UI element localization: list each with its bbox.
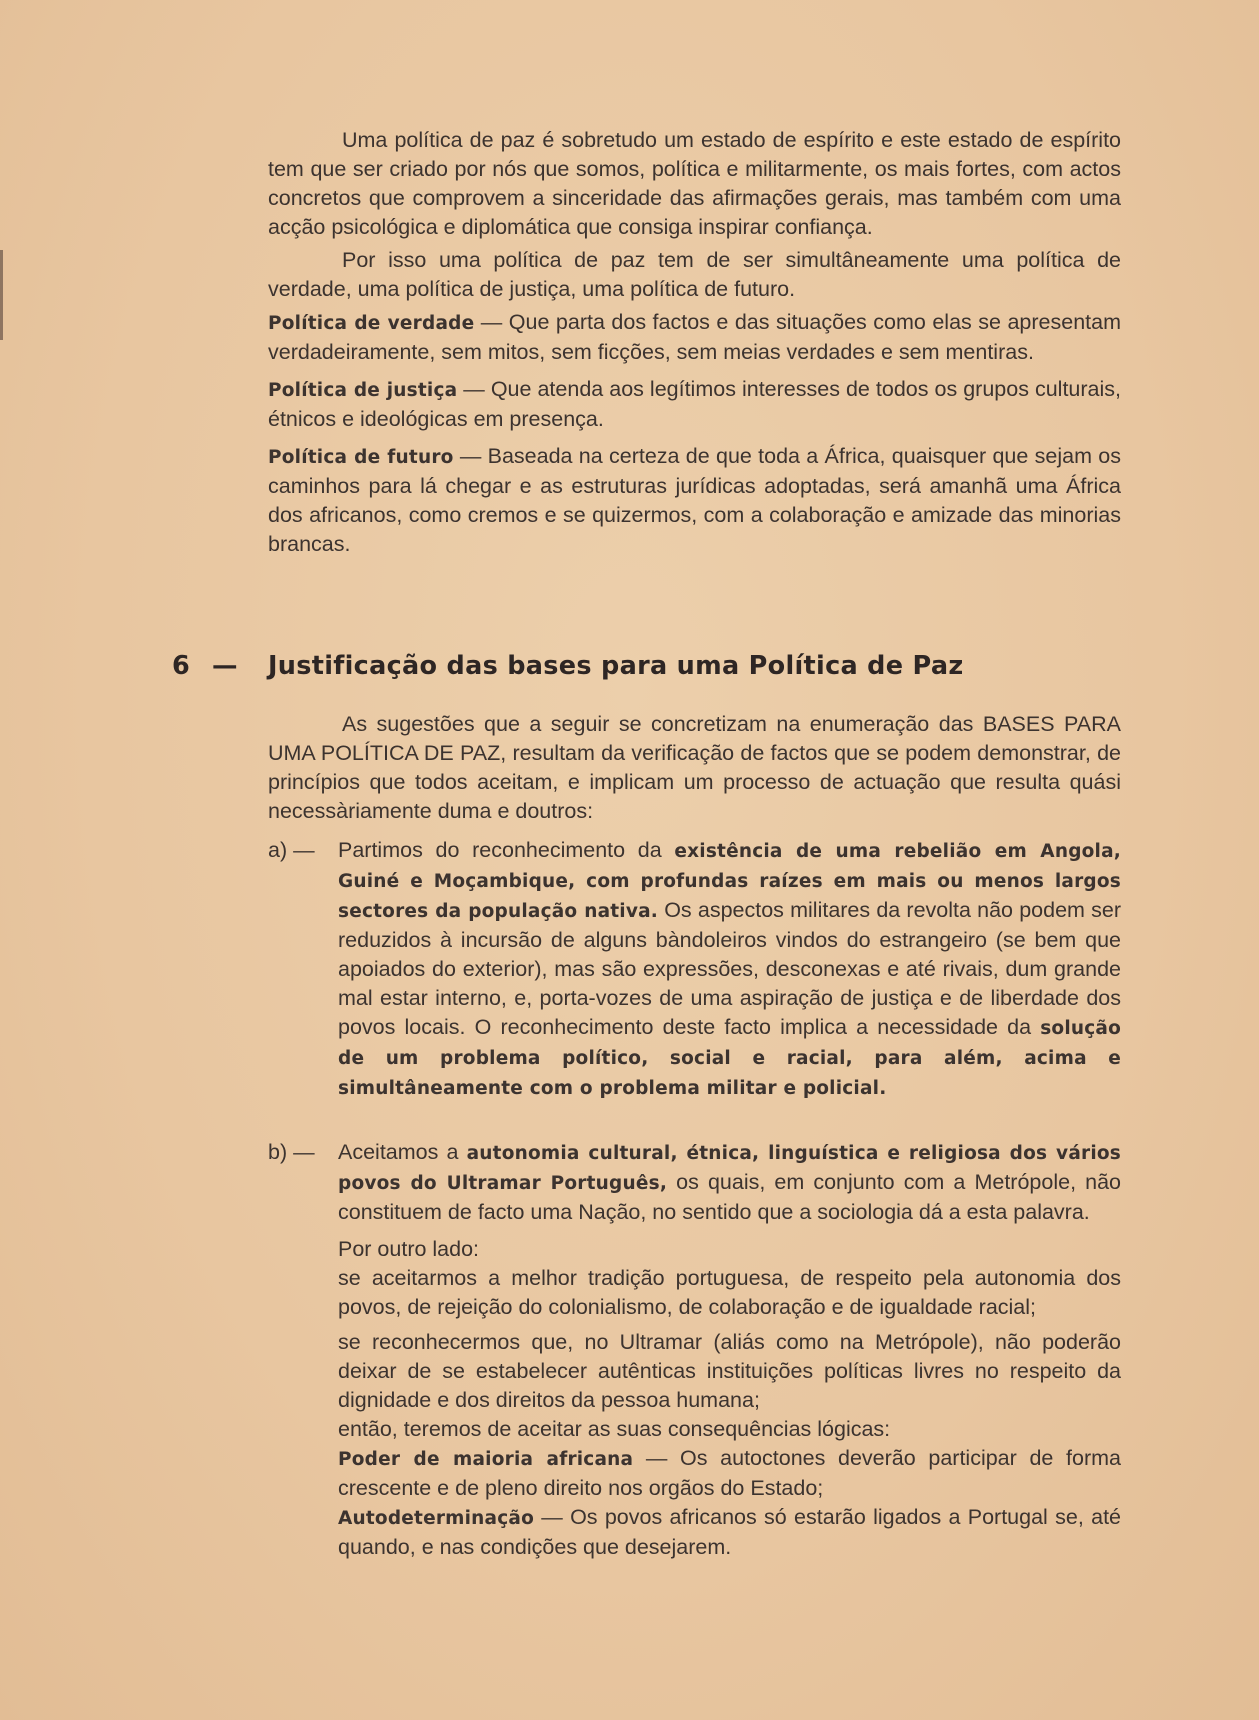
justica-label: Política de justiça	[268, 380, 458, 401]
item-a-text-1: Partimos do reconhecimento da	[338, 838, 675, 862]
verdade-paragraph	[268, 308, 1121, 367]
item-b-bold-1: autonomia cultural, étnica, linguística e religiosa dos vários povos do Ultramar Português,	[338, 1143, 1121, 1194]
item-a-text-2: Os aspectos militares da revolta não podem ser reduzidos à incursão de alguns bàndoleiros vindos do estrangeiro (se bem que apoiados do exterior), mas são expressões, desconexas e até rivais, dum grande mal estar interno, e, porta-vozes de uma aspiração de justiça e de liberdade dos povos locais. O reconhecimento deste facto implica a necessidade da	[338, 898, 1121, 1039]
item-a-bold-2: solução de um problema político, social e racial, para além, acima e simultâneamente com o problema militar e policial.	[338, 1018, 1121, 1099]
intro-paragraph-1: Uma política de paz é sobretudo um estado de espírito e este estado de espírito tem que ser criado por nós que somos, política e militarmente, os mais fortes, com actos concretos que comprovem a sinceridade das afirmações gerais, mas também com uma acção psicológica e diplomática que consiga inspirar confiança.	[268, 128, 1121, 239]
condition-2: se reconhecermos que, no Ultramar (aliás como na Metrópole), não poderão deixar de se estabelecer autênticas instituições políticas livres no respeito da dignidade e dos direitos da pessoa humana;	[338, 1330, 1121, 1412]
item-b-text	[338, 1138, 1121, 1227]
item-b-label: b) —	[268, 1140, 315, 1164]
poder-text: — Os autoctones deverão participar de forma crescente e de pleno direito nos orgãos do Estado;	[338, 1446, 1121, 1500]
justica-paragraph	[268, 375, 1121, 434]
section-intro: As sugestões que a seguir se concretizam na enumeração das BASES PARA UMA POLÍTICA DE PAZ, resultam da verificação de factos que se podem demonstrar, de princípios que todos aceitam, e implicam um processo de actuação que resulta quási necessàriamente duma e doutros:	[268, 712, 1121, 823]
futuro-text: — Baseada na certeza de que toda a África, quaisquer que sejam os caminhos para lá chegar e as estruturas jurídicas adoptadas, será amanhã uma África dos africanos, como cremos e se quizermos, com a colaboração e amizade das minorias brancas.	[268, 444, 1121, 556]
poder-label: Poder de maioria africana	[338, 1449, 634, 1470]
item-b-text-1: Aceitamos a	[338, 1140, 467, 1164]
section-heading	[172, 651, 1132, 681]
justica-text: — Que atenda aos legítimos interesses de todos os grupos culturais, étnicos e ideológicas em presença.	[268, 377, 1121, 431]
verdade-text: — Que parta dos factos e das situações como elas se apresentam verdadeiramente, sem mitos, sem ficções, sem meias verdades e sem mentiras.	[268, 310, 1121, 364]
futuro-label: Política de futuro	[268, 447, 454, 468]
autodeterminacao-label: Autodeterminação	[338, 1508, 534, 1529]
item-b-body	[338, 1138, 1121, 1562]
section-title: Justificação das bases para uma Política de Paz	[268, 651, 964, 681]
autodeterminacao-text: — Os povos africanos só estarão ligados a Portugal se, até quando, e nas condições que desejarem.	[338, 1505, 1121, 1559]
item-a-text	[338, 836, 1121, 1103]
condition-1: se aceitarmos a melhor tradição portuguesa, de respeito pela autonomia dos povos, de rejeição do colonialismo, de colaboração e de igualdade racial;	[338, 1266, 1121, 1319]
section-intro-block	[268, 710, 1121, 826]
item-b-text-2: os quais, em conjunto com a Metrópole, não constituem de facto uma Nação, no sentido que a sociologia dá a esta palavra.	[338, 1170, 1122, 1224]
intro-block	[268, 126, 1121, 559]
section-number: 6	[172, 651, 191, 681]
intro-paragraph-2: Por isso uma política de paz tem de ser simultâneamente uma política de verdade, uma política de justiça, uma política de futuro.	[268, 248, 1121, 301]
item-b	[268, 1138, 1121, 1562]
consequence-intro: então, teremos de aceitar as suas consequências lógicas:	[338, 1417, 891, 1441]
item-a	[268, 836, 1121, 1103]
poder-paragraph	[338, 1444, 1121, 1503]
por-outro-lado: Por outro lado:	[338, 1237, 480, 1261]
verdade-label: Política de verdade	[268, 313, 475, 334]
futuro-paragraph	[268, 442, 1121, 559]
autodeterminacao-paragraph	[338, 1503, 1121, 1562]
item-a-label: a) —	[268, 838, 315, 862]
page-edge-mark	[0, 250, 3, 340]
section-dash: —	[212, 651, 238, 681]
item-a-bold-1: existência de uma rebelião em Angola, Guiné e Moçambique, com profundas raízes em mais ou menos largos sectores da população nativa.	[338, 841, 1121, 922]
